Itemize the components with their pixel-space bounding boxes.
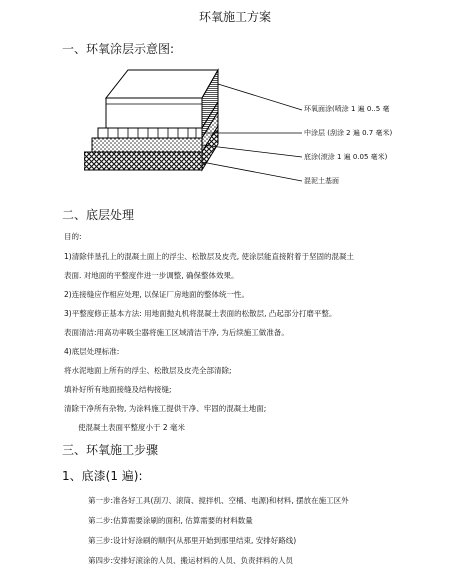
leader-top [218,84,302,110]
primer-layer [92,138,202,152]
paragraph-7: 填补好所有地面接缝及结构接缝; [64,385,172,394]
paragraph-9: 使混凝土表面平整度小于 2 毫米 [78,423,186,432]
section-heading-steps: 三、环氧施工步骤 [62,443,159,457]
paragraph-1-line-1: 1)清除伴垦孔上的混凝土面上的浮尘、松散层及皮壳, 使涂层能直接附着于坚固的混凝土 [64,252,354,261]
label-middle-coat: 中涂层 (刮涂 2 遍 0.7 毫米) [304,129,393,137]
middle-coat-layer [98,128,202,138]
paragraph-5: 4)底层处理标准: [64,347,120,356]
paragraph-2: 2)连接缝应作相应处理, 以保证厂房地面的整体统一性。 [64,290,249,299]
step-4: 第四步:安排好滚涂的人员、搬运材料的人员、负责拌料的人员 [88,556,294,565]
subheading-primer: 1、底漆(1 遍): [62,469,143,483]
paragraph-4: 表面清洁:用高功率吸尘器将施工区域清洁干净, 为后续施工做准备。 [64,328,289,337]
top-coat-slab-top [106,70,218,98]
step-1: 第一步:准各好工具(刮刀、滚筒、搅拌机、空桶、电源)和材料, 摆放在施工区外 [88,496,349,505]
paragraph-3: 3)平整度修正基本方法: 用地面抛丸机将混凝土表面的松散层, 凸起部分打磨平整。 [64,309,337,318]
label-concrete-base: 混泥土基面 [304,177,339,185]
paragraph-8: 清除干净所有杂物, 为涂料施工提供干净、牢固的混凝土地面; [64,404,267,413]
paragraph-1-line-2: 表面. 对地面的平整度作进一步调整, 确保整体效果。 [64,271,239,280]
section-heading-diagram: 一、环氧涂层示意图: [62,42,175,56]
concrete-base-layer [84,152,202,170]
step-2: 第二步:估算需要涂刷的面积, 估算需要的材料数量 [88,516,253,525]
section-heading-base-treatment: 二、底层处理 [62,208,135,222]
doc-title: 环氧施工方案 [198,10,271,24]
leader-base [202,162,302,181]
leader-bottom [202,145,302,157]
label-primer: 底涂(滚涂 1 遍 0.05 毫米) [304,153,388,161]
top-coat-slab-front [106,98,202,128]
paragraph-6: 将水泥地面上所有的浮尘、松散层及皮壳全部清除; [64,366,232,375]
label-top-coat: 环氧面涂(喷涂 1 遍 0..5 毫 [304,105,390,113]
step-3: 第三步:设计好涂刷的顺序(从那里开始到那里结束, 安排好路线) [88,536,297,545]
purpose-label: 目的: [64,232,82,241]
coating-layers-diagram [84,64,470,199]
